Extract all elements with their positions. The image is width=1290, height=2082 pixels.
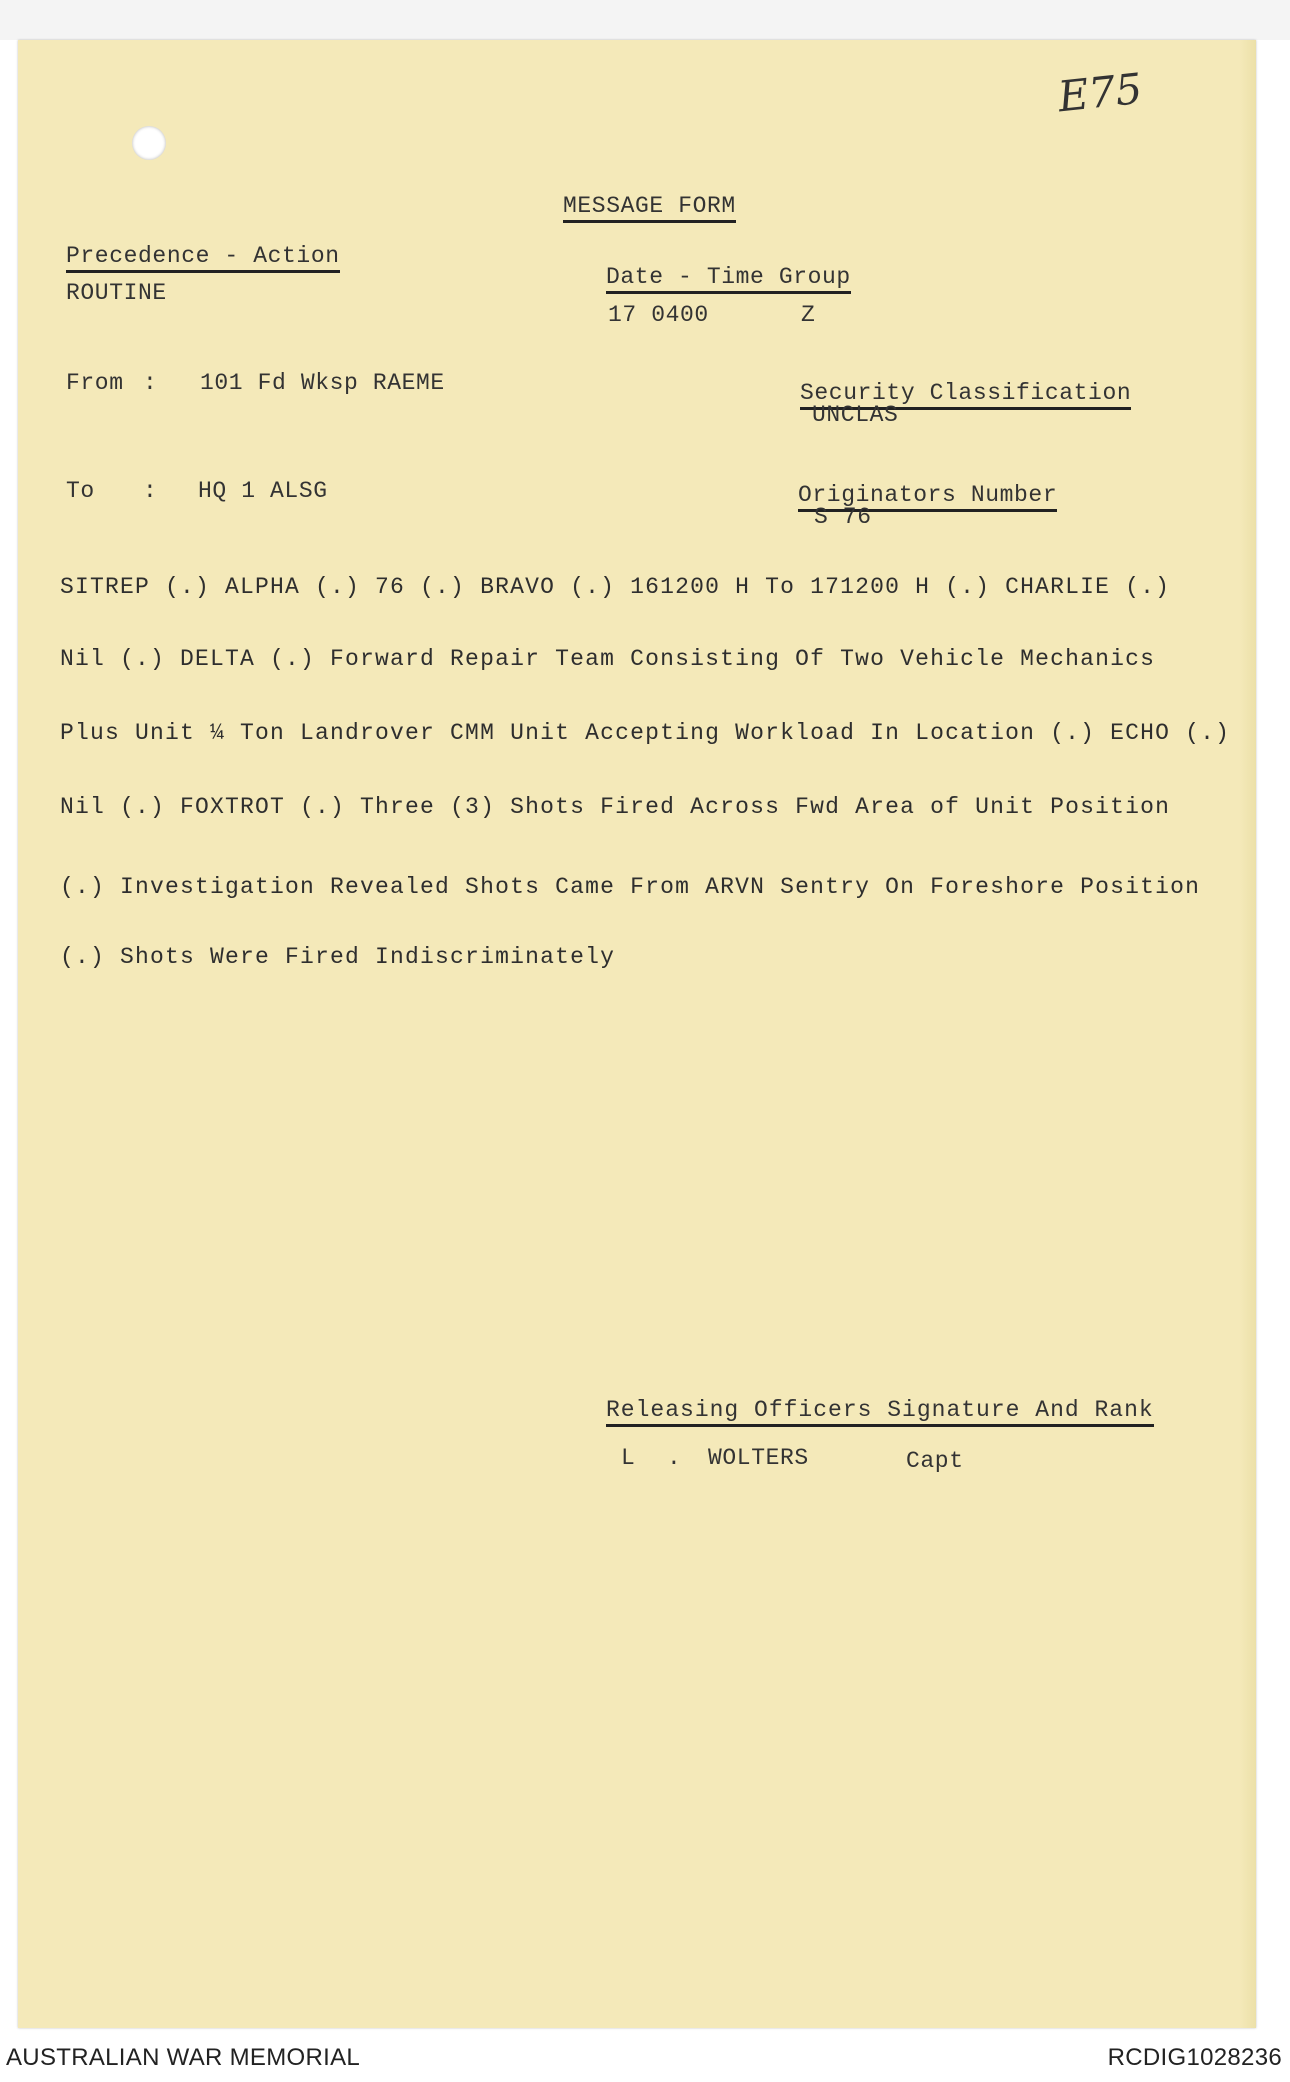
message-line: Nil (.) DELTA (.) Forward Repair Team Consisting Of Two Vehicle Mechanics bbox=[60, 646, 1156, 672]
originator-value: S 76 bbox=[814, 504, 872, 530]
dtg-value: 17 0400 bbox=[608, 302, 709, 328]
from-value: 101 Fd Wksp RAEME bbox=[200, 370, 445, 396]
precedence-value: ROUTINE bbox=[66, 280, 167, 306]
precedence-label: Precedence - Action bbox=[66, 243, 340, 273]
officer-rank: Capt bbox=[906, 1448, 964, 1474]
punch-hole bbox=[132, 126, 166, 160]
message-form-sheet bbox=[18, 40, 1256, 2028]
dtg-label: Date - Time Group bbox=[606, 264, 851, 294]
to-colon: : bbox=[143, 478, 158, 504]
from-colon: : bbox=[143, 370, 158, 396]
dtg-zone: Z bbox=[801, 302, 816, 328]
to-label: To bbox=[66, 478, 95, 504]
from-label: From bbox=[66, 370, 124, 396]
paper-edge bbox=[1240, 40, 1256, 2028]
message-line: SITREP (.) ALPHA (.) 76 (.) BRAVO (.) 161200 H To 171200 H (.) CHARLIE (.) bbox=[60, 574, 1171, 600]
message-line: (.) Investigation Revealed Shots Came From ARVN Sentry On Foreshore Position bbox=[60, 874, 1201, 900]
archive-id: RCDIG1028236 bbox=[1107, 2044, 1282, 2071]
officer-initial: L bbox=[621, 1445, 636, 1471]
message-line: (.) Shots Were Fired Indiscriminately bbox=[60, 944, 616, 970]
message-line: Plus Unit ¼ Ton Landrover CMM Unit Accepting Workload In Location (.) ECHO (.) bbox=[60, 720, 1231, 746]
security-value: UNCLAS bbox=[812, 402, 899, 428]
message-line: Nil (.) FOXTROT (.) Three (3) Shots Fired Across Fwd Area of Unit Position bbox=[60, 794, 1171, 820]
originator-label: Originators Number bbox=[798, 482, 1057, 512]
officer-name: WOLTERS bbox=[708, 1445, 809, 1471]
security-label: Security Classification bbox=[800, 380, 1131, 410]
top-margin bbox=[0, 0, 1290, 40]
handwritten-reference: E75 bbox=[1055, 63, 1145, 122]
form-title: MESSAGE FORM bbox=[563, 193, 736, 223]
archive-credit: AUSTRALIAN WAR MEMORIAL bbox=[6, 2044, 361, 2071]
releasing-officer-label: Releasing Officers Signature And Rank bbox=[606, 1397, 1154, 1427]
to-value: HQ 1 ALSG bbox=[198, 478, 328, 504]
officer-initial-dot: . bbox=[667, 1445, 682, 1471]
